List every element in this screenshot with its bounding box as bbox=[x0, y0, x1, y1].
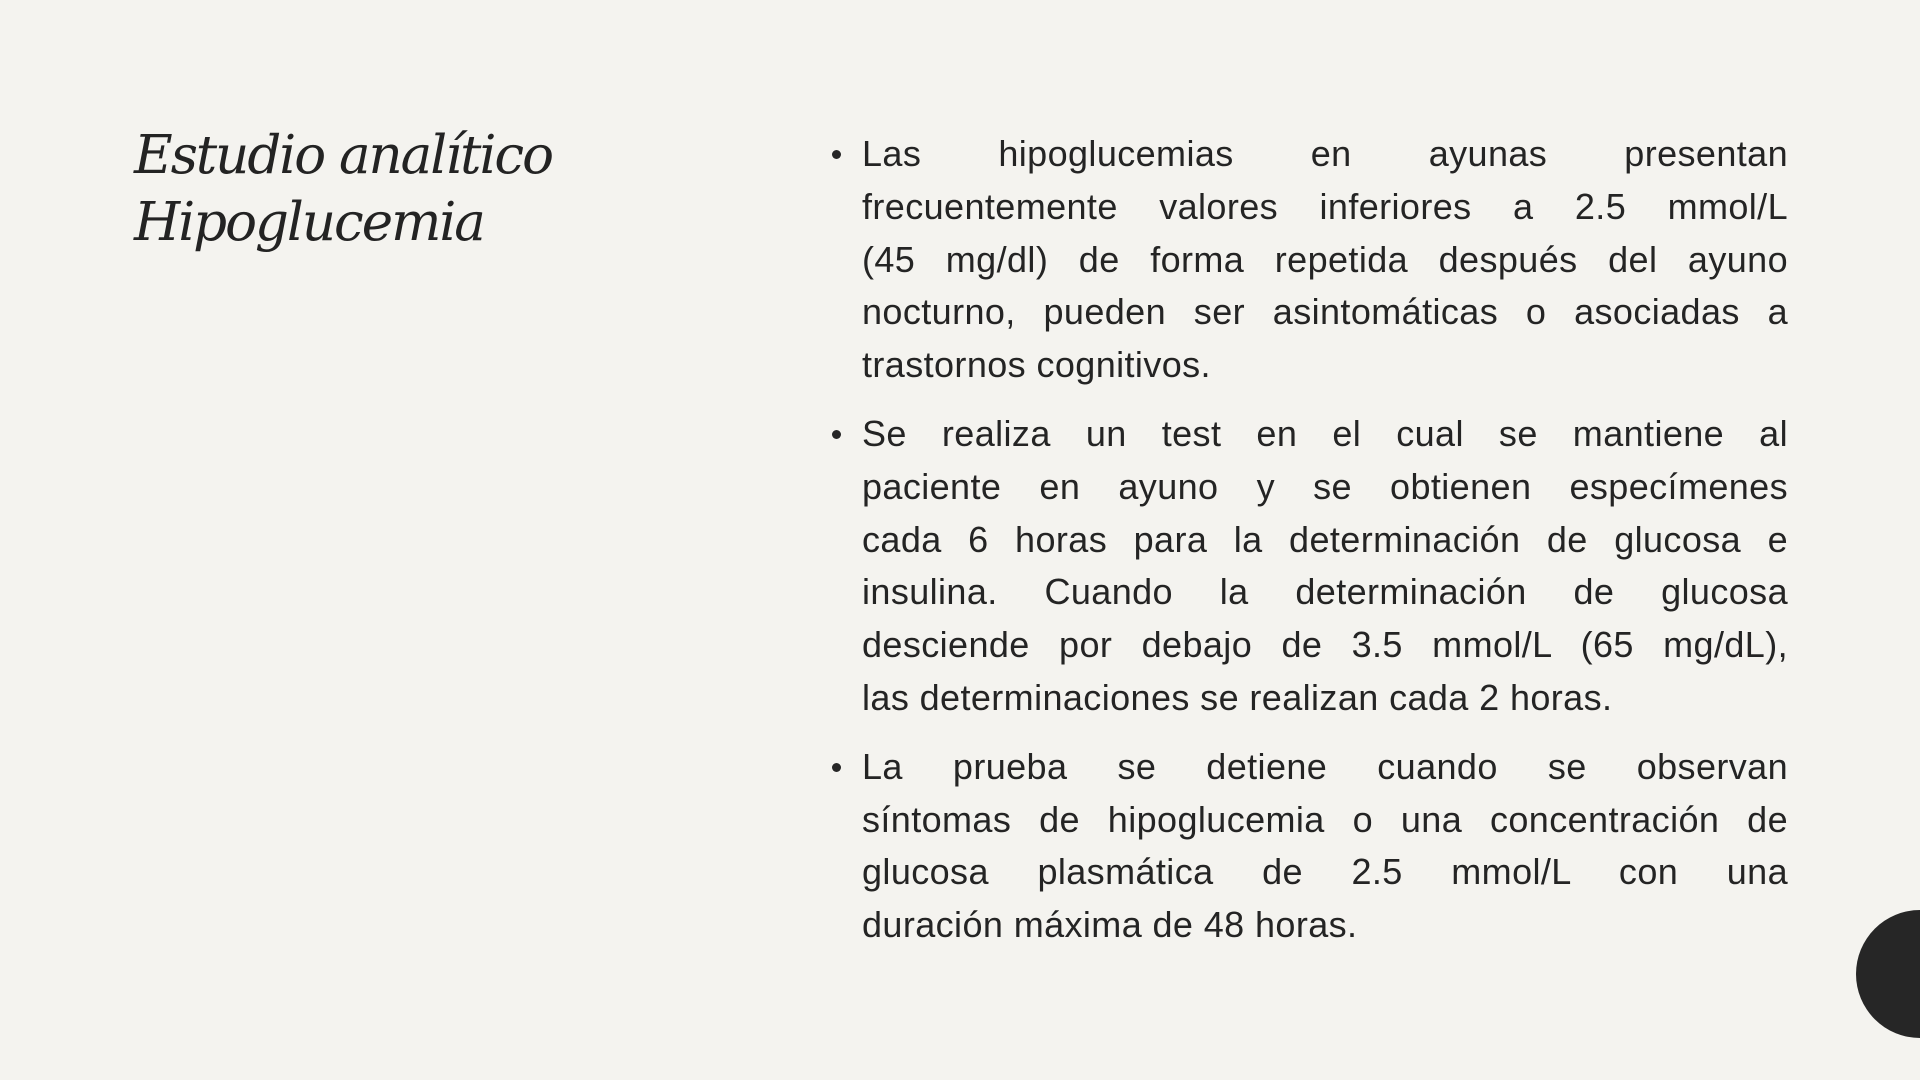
bullet-item bbox=[830, 741, 1788, 952]
bullet-text-line: síntomas de hipoglucemia o una concentración de bbox=[862, 798, 1788, 840]
bullet-dot-icon bbox=[832, 430, 841, 439]
bullet-text-line: glucosa plasmática de 2.5 mmol/L con una bbox=[862, 851, 1788, 893]
bullet-text-line: insulina. Cuando la determinación de glucosa bbox=[862, 571, 1788, 613]
bullet-text-line: cada 6 horas para la determinación de glucosa e bbox=[862, 518, 1788, 560]
bullet-list bbox=[830, 128, 1788, 968]
bullet-text-line: Las hipoglucemias en ayunas presentan bbox=[862, 133, 1788, 174]
bullet-text-line: desciende por debajo de 3.5 mmol/L (65 mg/dL), bbox=[862, 624, 1788, 666]
bullet-text-line: duración máxima de 48 horas. bbox=[862, 904, 1358, 946]
bullet-dot-icon bbox=[832, 150, 841, 159]
slide-title bbox=[134, 122, 694, 256]
bullet-text-line: La prueba se detiene cuando se observan bbox=[862, 745, 1788, 787]
bullet-item bbox=[830, 408, 1788, 725]
bullet-text-line: las determinaciones se realizan cada 2 horas. bbox=[862, 676, 1613, 718]
bullet-text-line: nocturno, pueden ser asintomáticas o asociadas a bbox=[862, 291, 1788, 333]
slide-title-line-1: Estudio analítico bbox=[134, 125, 553, 186]
bullet-dot-icon bbox=[832, 763, 841, 772]
slide-title-line-2: Hipoglucemia bbox=[134, 192, 484, 253]
decorative-circle bbox=[1856, 910, 1920, 1038]
bullet-text-line: paciente en ayuno y se obtienen especímenes bbox=[862, 465, 1788, 507]
bullet-text-line: (45 mg/dl) de forma repetida después del ayuno bbox=[862, 238, 1788, 280]
bullet-text-line: frecuentemente valores inferiores a 2.5 mmol/L bbox=[862, 185, 1788, 227]
bullet-text-line: trastornos cognitivos. bbox=[862, 344, 1211, 386]
bullet-item bbox=[830, 128, 1788, 392]
bullet-text-line: Se realiza un test en el cual se mantiene al bbox=[862, 412, 1788, 454]
